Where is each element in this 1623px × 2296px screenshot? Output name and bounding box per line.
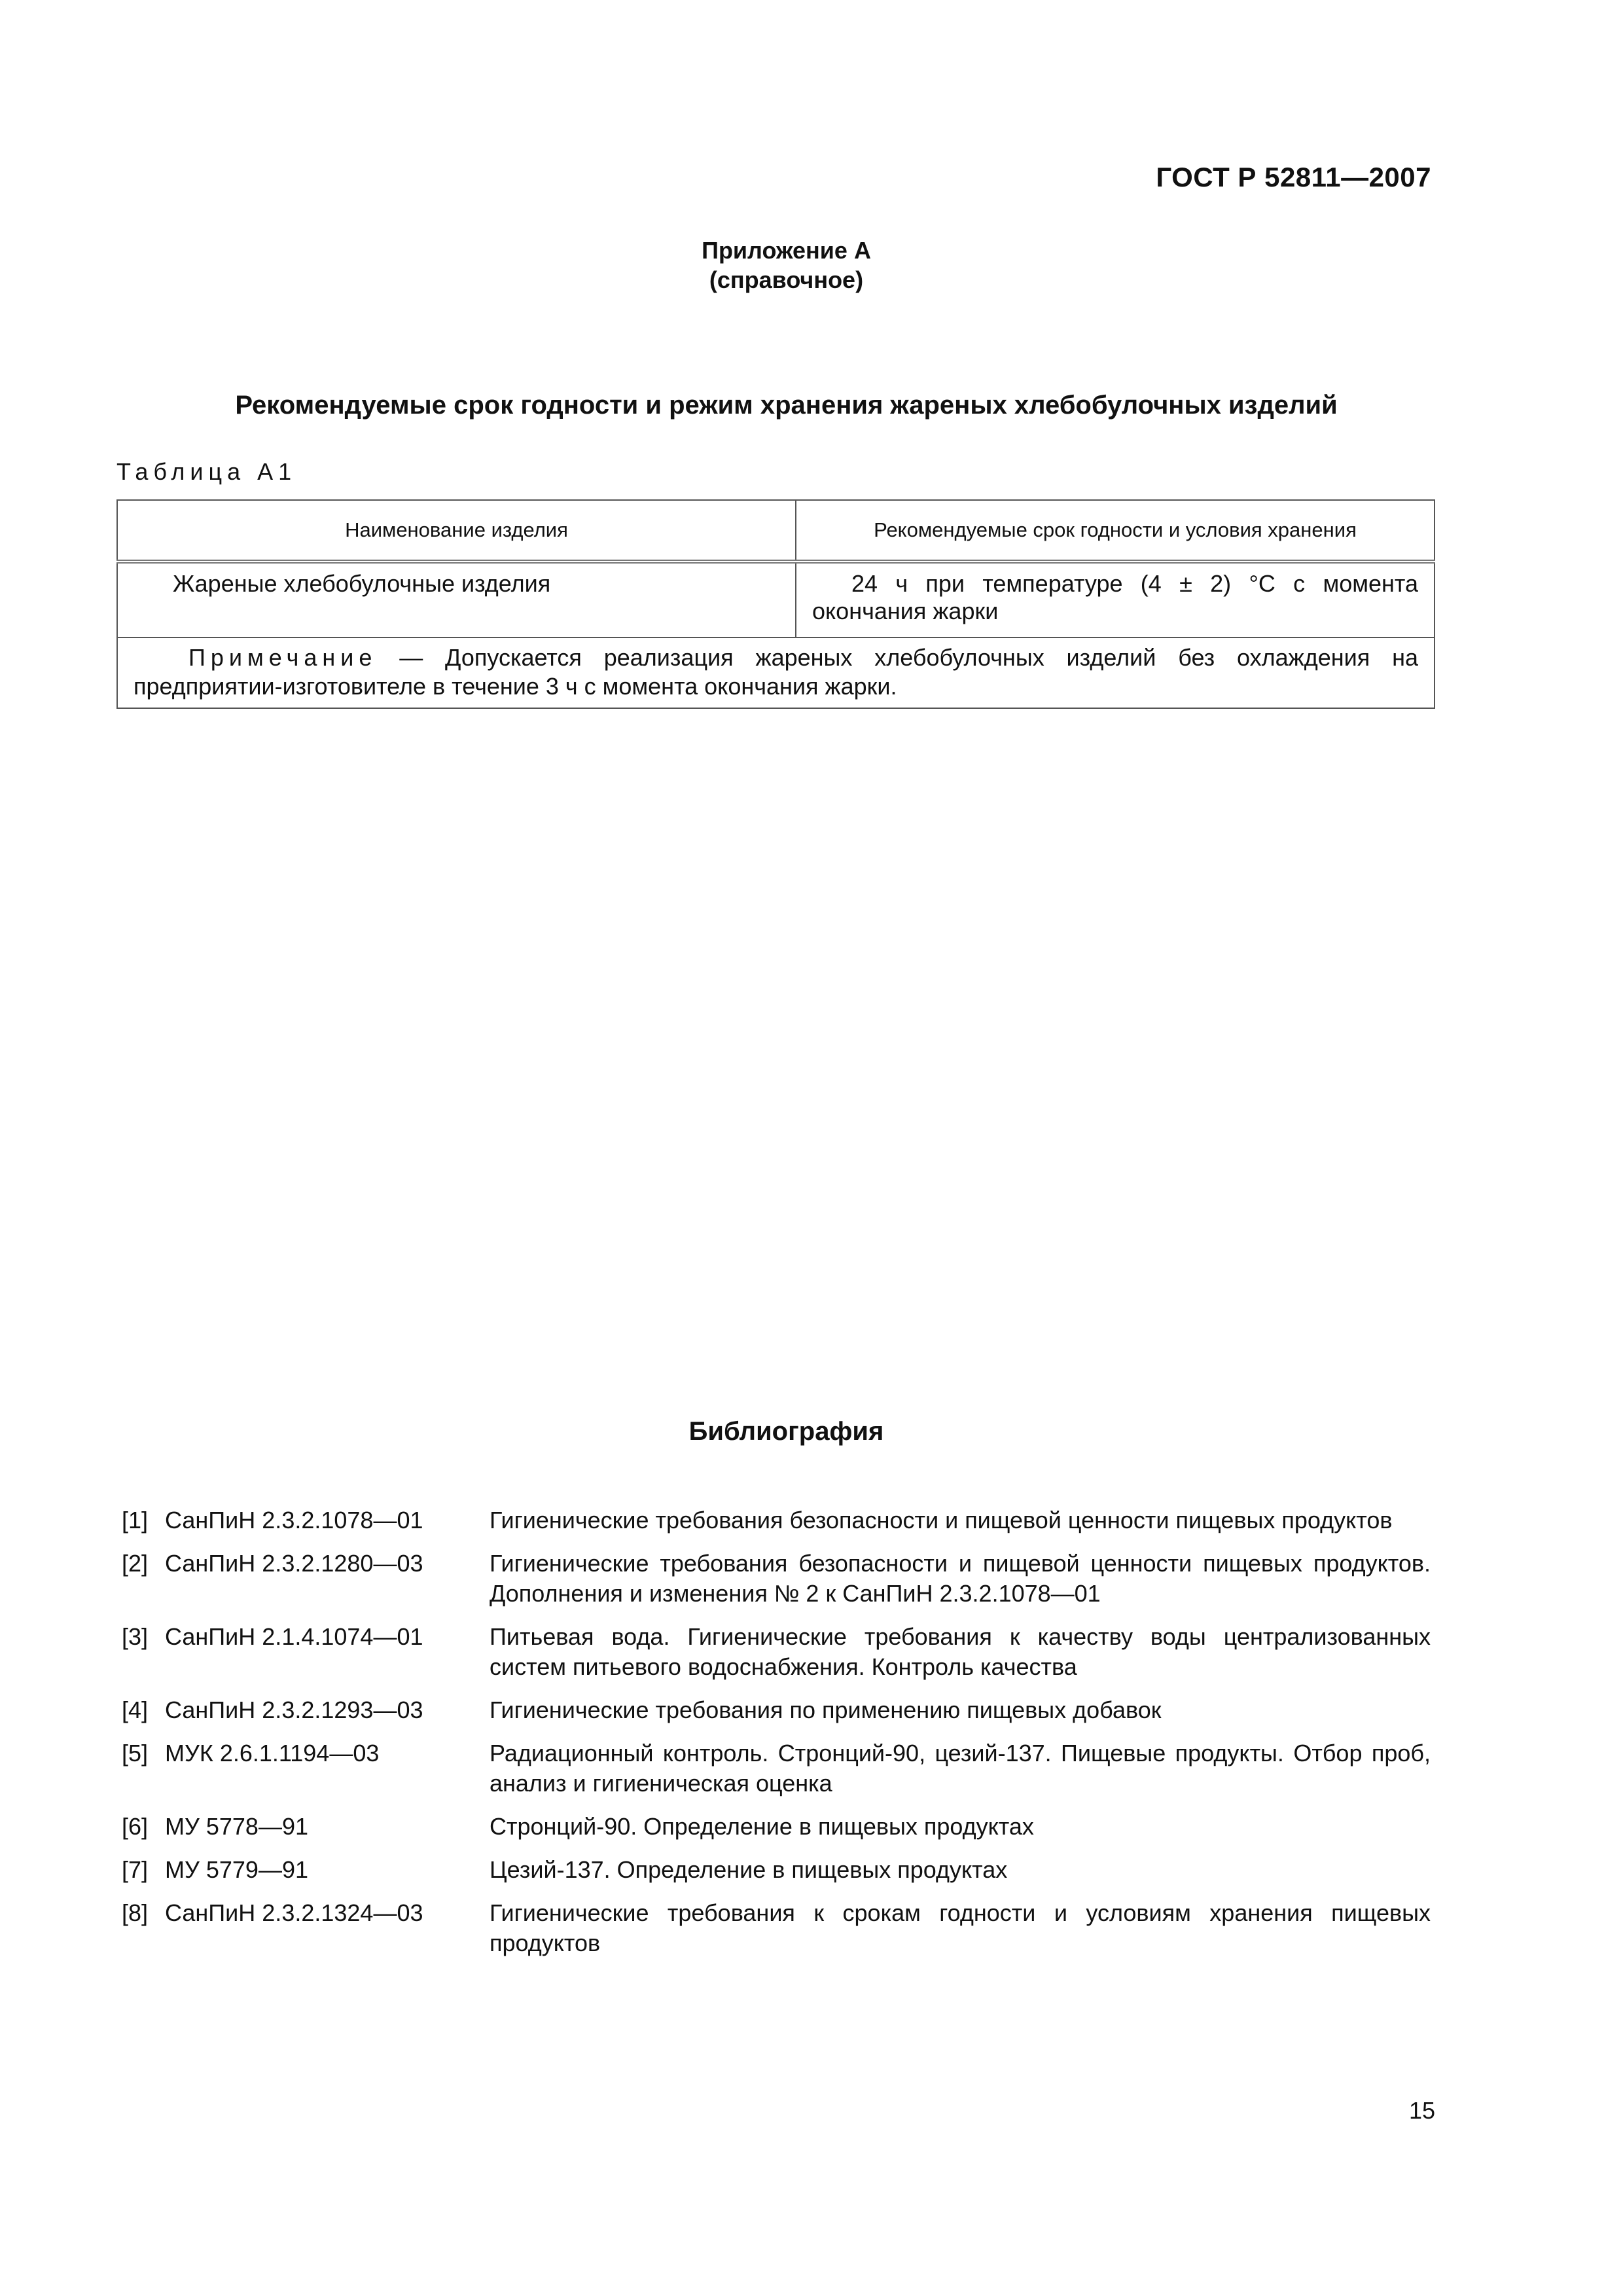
bibliography-number: [1]: [122, 1507, 149, 1534]
bibliography-description: Гигиенические требования к срокам годности и условиям хранения пищевых продуктов: [490, 1899, 1431, 1956]
appendix-title: Приложение А: [702, 237, 871, 264]
bibliography-number: [2]: [122, 1550, 149, 1577]
bibliography-item: [122, 1855, 1431, 1885]
bibliography-doc: СанПиН 2.3.2.1324—03: [165, 1899, 423, 1926]
bibliography-number: [5]: [122, 1740, 149, 1767]
product-name-cell: Жареные хлебобулочные изделия: [117, 562, 796, 637]
table-header-row: [117, 500, 1435, 562]
bibliography-doc: СанПиН 2.3.2.1078—01: [165, 1507, 423, 1534]
bibliography-description: Стронций-90. Определение в пищевых продуктах: [490, 1813, 1034, 1840]
bibliography-doc: СанПиН 2.3.2.1293—03: [165, 1696, 423, 1723]
bibliography-item: [122, 1622, 1431, 1682]
bibliography-item: [122, 1505, 1431, 1535]
column-header-name: Наименование изделия: [117, 500, 796, 562]
table-note: [117, 637, 1435, 708]
bibliography-number: [6]: [122, 1813, 149, 1840]
bibliography-item: [122, 1812, 1431, 1842]
bibliography-description: Радиационный контроль. Стронций-90, цезий-137. Пищевые продукты. Отбор проб, анализ и гигиеническая оценка: [490, 1740, 1431, 1797]
bibliography-description: Гигиенические требования безопасности и пищевой ценности пищевых продуктов. Дополнения и изменения № 2 к СанПиН 2.3.2.1078—01: [490, 1550, 1431, 1607]
bibliography-title: Библиография: [688, 1417, 884, 1446]
bibliography-number: [3]: [122, 1623, 149, 1650]
storage-conditions-cell: 24 ч при температуре (4 ± 2) °С с момента окончания жарки: [796, 562, 1435, 637]
note-label: Примечание: [188, 644, 378, 671]
document-code: ГОСТ Р 52811—2007: [1156, 162, 1431, 192]
table-label: Таблица А1: [116, 458, 297, 485]
bibliography-description: Цезий-137. Определение в пищевых продуктах: [490, 1856, 1008, 1883]
note-text: — Допускается реализация жареных хлебобулочных изделий без охлаждения на предприятии-изготовителе в течение 3 ч с момента окончания жарки.: [134, 644, 1418, 700]
bibliography-doc: МУ 5779—91: [165, 1856, 308, 1883]
bibliography-item: [122, 1898, 1431, 1958]
bibliography-number: [8]: [122, 1899, 149, 1926]
table-row: [117, 562, 1435, 637]
bibliography-number: [4]: [122, 1696, 149, 1723]
bibliography-description: Гигиенические требования по применению пищевых добавок: [490, 1696, 1162, 1723]
storage-table: [116, 499, 1435, 709]
column-header-storage: Рекомендуемые срок годности и условия хранения: [796, 500, 1435, 562]
bibliography-doc: СанПиН 2.1.4.1074—01: [165, 1623, 423, 1650]
appendix-subtitle: (справочное): [709, 266, 864, 293]
bibliography-item: [122, 1695, 1431, 1725]
bibliography-doc: МУК 2.6.1.1194—03: [165, 1740, 380, 1767]
bibliography-description: Гигиенические требования безопасности и пищевой ценности пищевых продуктов: [490, 1507, 1393, 1534]
bibliography-description: Питьевая вода. Гигиенические требования к качеству воды централизованных систем питьевого водоснабжения. Контроль качества: [490, 1623, 1431, 1680]
bibliography-list: [122, 1505, 1431, 1958]
bibliography-doc: МУ 5778—91: [165, 1813, 308, 1840]
bibliography-doc: СанПиН 2.3.2.1280—03: [165, 1550, 423, 1577]
bibliography-item: [122, 1738, 1431, 1799]
page-number: 15: [1408, 2097, 1435, 2124]
table-note-row: [117, 637, 1435, 708]
section-title: Рекомендуемые срок годности и режим хранения жареных хлебобулочных изделий: [235, 391, 1338, 420]
bibliography-number: [7]: [122, 1856, 149, 1883]
bibliography-item: [122, 1549, 1431, 1609]
